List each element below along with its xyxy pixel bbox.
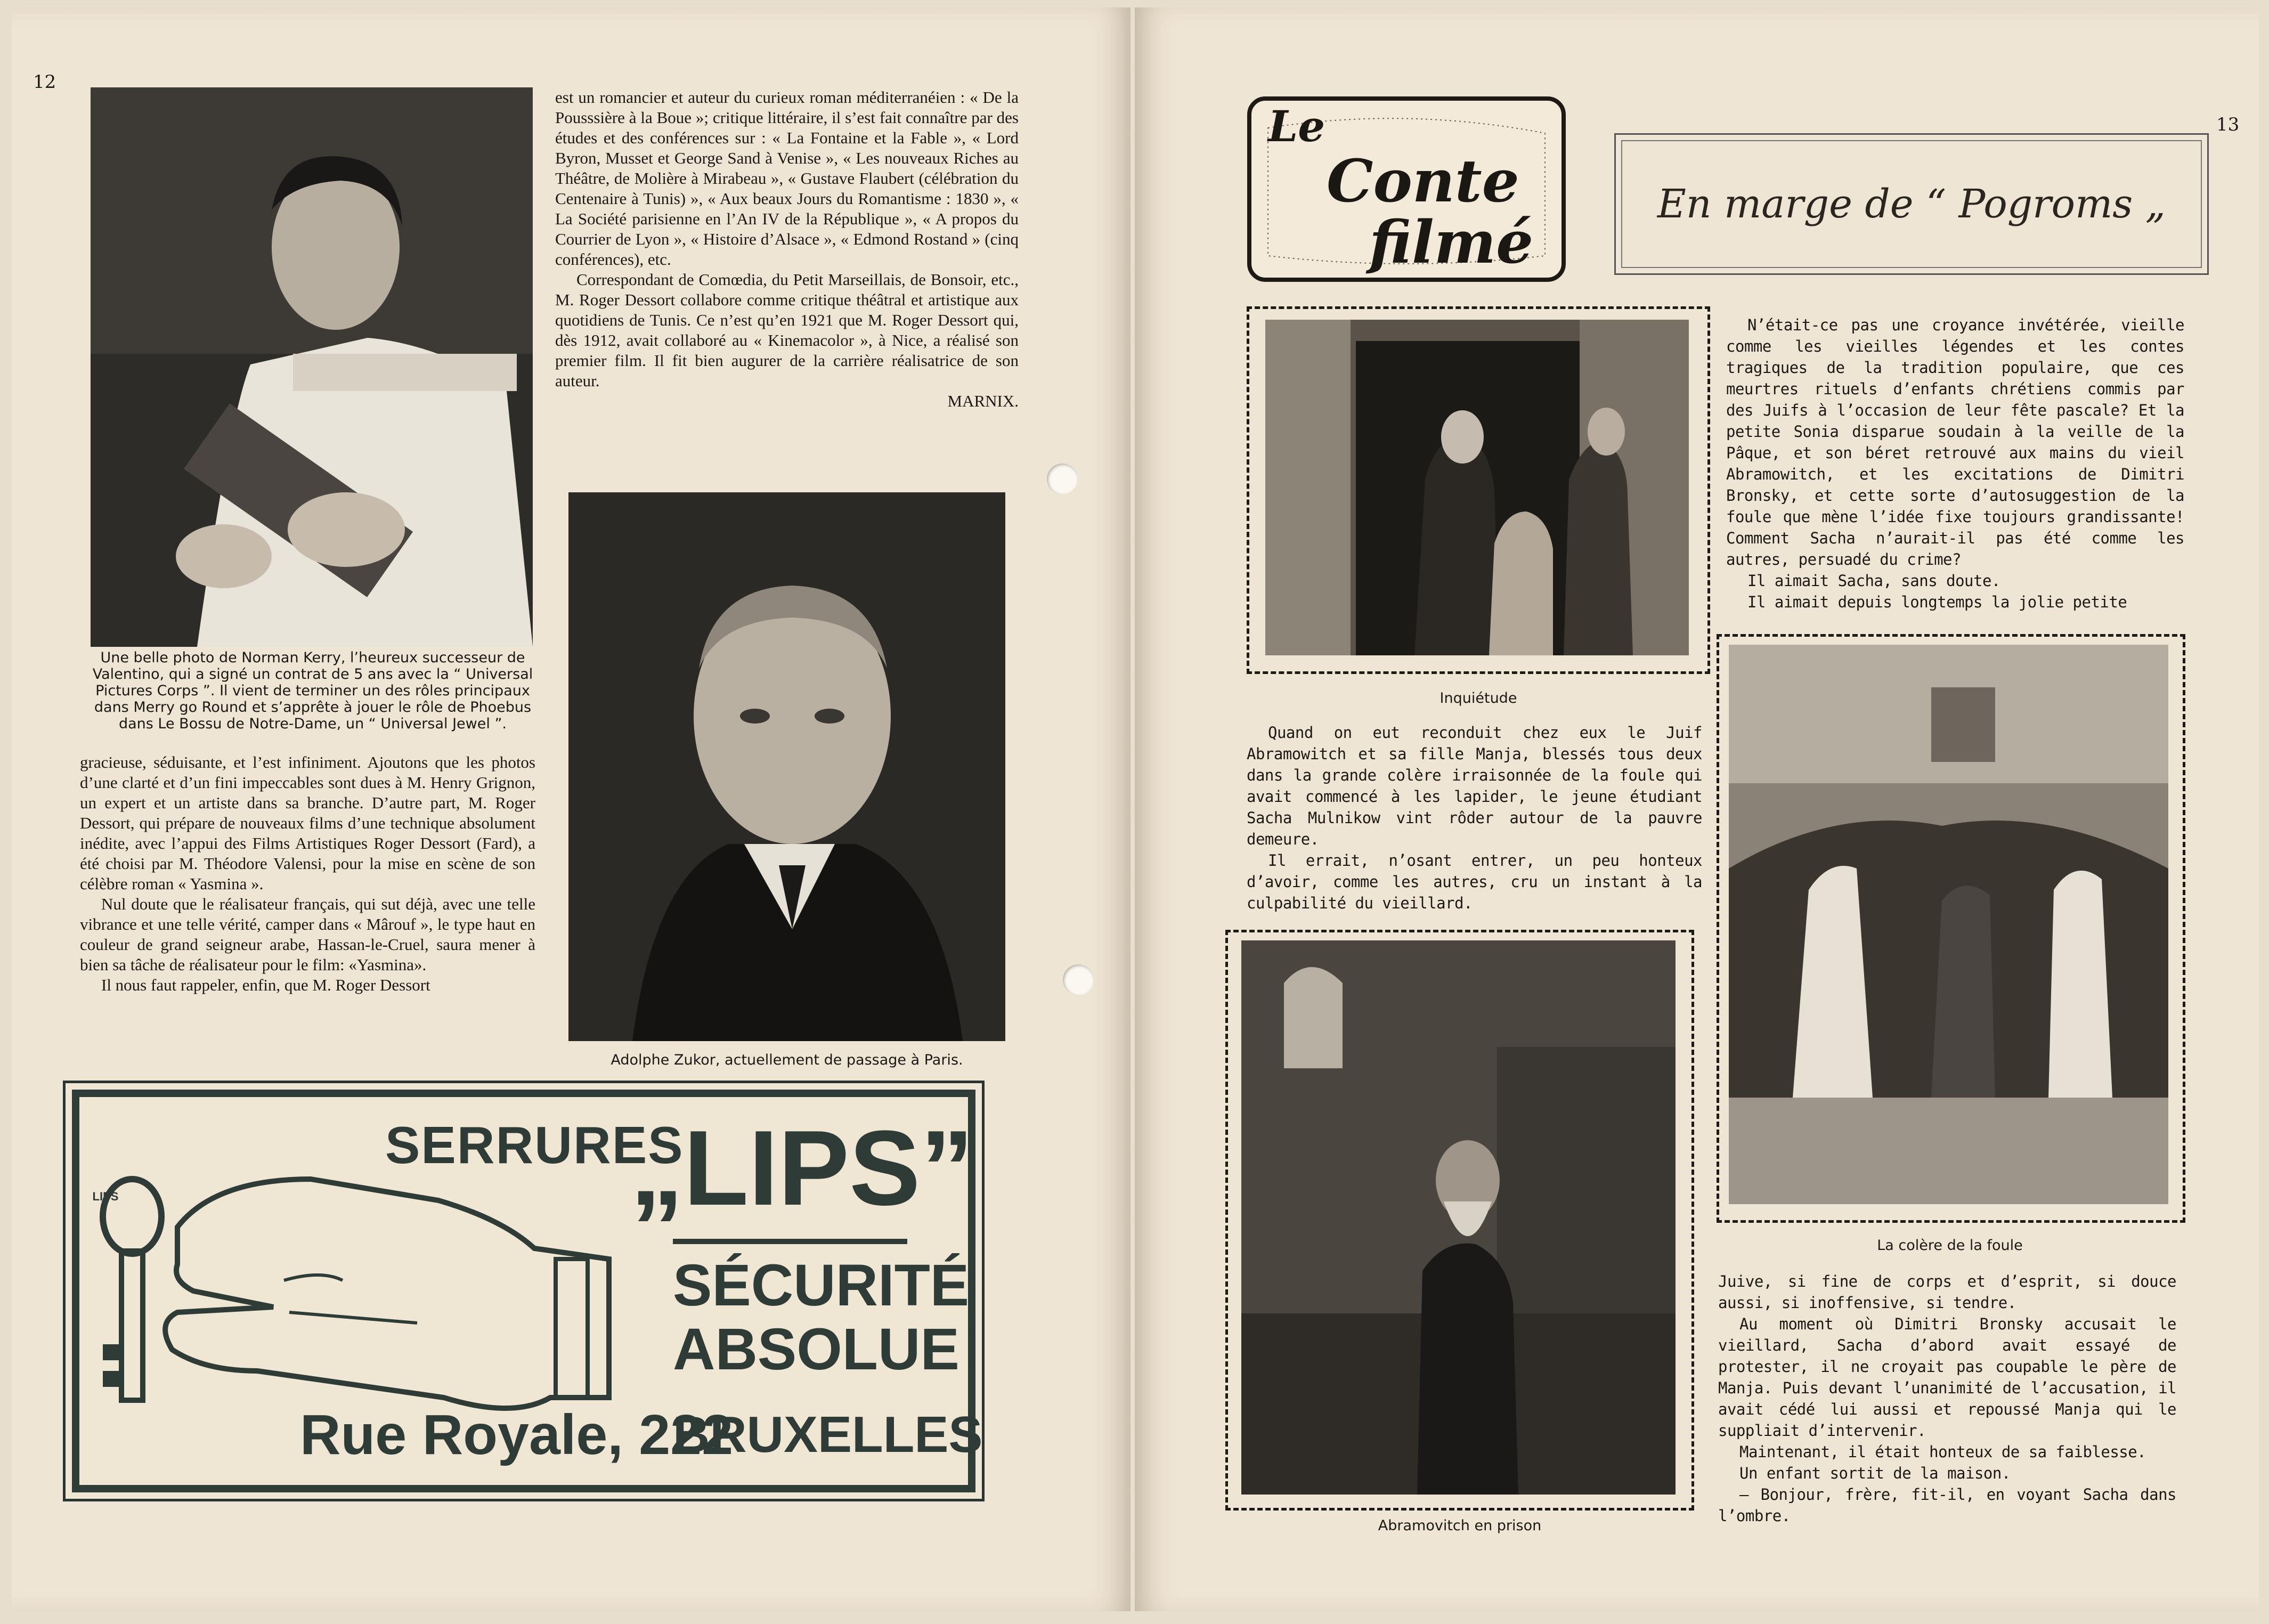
abramovitch-prison-photo [1241, 940, 1676, 1495]
article-column-right-bottom [1718, 1271, 2176, 1526]
article-title: En marge de “ Pogroms „ [1621, 140, 2202, 268]
paragraph: Correspondant de Comœdia, du Petit Marseillais, de Bonsoir, etc., M. Roger Dessort collabore comme critique théâtral et artistique aux quotidiens de Tunis. Ce n’est qu’en 1921 que M. Roger Dessort qui, dès 1912, avait collaboré au « Kinemacolor », à Nice, a réalisé son premier film. Il fit bien augurer de la carrière réalisatrice de son auteur. [555, 270, 1019, 390]
prison-caption: Abramovitch en prison [1378, 1517, 1542, 1534]
paragraph: Au moment où Dimitri Bronsky accusait le vieillard, Sacha d’abord avait essayé de protester, il ne croyait pas coupable le père de Manja. Puis devant l’unanimité de l’accusation, il avait cédé lui aussi et repoussé Manja qui le suppliait d’intervenir. [1718, 1315, 2176, 1440]
article-column-right-top [1726, 314, 2184, 613]
inquietude-photo [1265, 320, 1689, 655]
signature: MARNIX. [947, 392, 1019, 410]
page-number: 12 [33, 71, 56, 93]
logo-word-le: Le [1268, 101, 1325, 151]
inquietude-caption: Inquiétude [1440, 690, 1517, 707]
paragraph: Quand on eut reconduit chez eux le Juif Abramowitch et sa fille Manja, blessés tous deux dans la grande colère irraisonnée de la foule qui avait commencé à les lapider, le jeune étudiant Sacha Mulnikow vint rôder autour de la pauvre demeure. [1247, 724, 1702, 848]
paragraph: Il nous faut rappeler, enfin, que M. Roger Dessort [101, 976, 430, 994]
lips-advertisement [63, 1081, 985, 1501]
ad-address: Rue Royale, 222 [300, 1403, 734, 1466]
article-column-left-mid [1247, 722, 1702, 914]
logo-word-conte: Conte [1327, 147, 1519, 215]
adolphe-zukor-photo [568, 492, 1005, 1041]
paragraph: gracieuse, séduisante, et l’est infiniment. Ajoutons que les photos d’une clarté et d’un fini impeccables sont dues à M. Henry Grignon, un expert et un artiste dans sa branche. D’autre part, M. Roger Dessort, qui prépare de nouveaux films d’une technique absolument inédite, avec l’appui des Films Artistiques Roger Dessort (Fard), a été choisi par M. Théodore Valensi, pour la mise en scène de son célèbre roman « Yasmina ». [80, 753, 535, 893]
paragraph: N’était-ce pas une croyance invétérée, vieille comme les vieilles légendes et les contes tragiques de la tradition populaire, que ces meurtres rituels d’enfants chrétiens commis par des Juifs à l’occasion de leur fête pascale? Et la petite Sonia disparue soudain à la veille de la Pâque, et son béret retrouvé aux mains du vieil Abramowitch, et les excitations de Dimitri Bronsky, et cette sorte d’autosuggestion de la foule que mène l’idée fixe toujours grandissante! Comment Sacha n’aurait-il pas été comme les autres, persuadé du crime? [1726, 316, 2184, 569]
ad-serrures: SERRURES [385, 1116, 684, 1174]
ad-divider [673, 1239, 907, 1244]
zukor-caption: Adolphe Zukor, actuellement de passage à Paris. [611, 1052, 963, 1068]
page-number: 13 [2216, 114, 2240, 135]
article-column-2 [555, 87, 1019, 411]
punch-hole [1047, 464, 1078, 494]
article-column-1 [80, 752, 535, 995]
paragraph: Un enfant sortit de la maison. [1739, 1464, 2011, 1482]
ad-securite: SÉCURITÉ [673, 1253, 970, 1318]
ad-lips: „LIPS” [630, 1109, 974, 1228]
ad-absolue: ABSOLUE [673, 1317, 959, 1382]
le-conte-filme-logo [1247, 96, 1566, 282]
article-header-box [1614, 133, 2209, 275]
paragraph: — Bonjour, frère, fit-il, en voyant Sacha dans l’ombre. [1718, 1485, 2176, 1525]
norman-kerry-photo [91, 87, 533, 647]
punch-hole [1063, 964, 1094, 995]
norman-kerry-caption: Une belle photo de Norman Kerry, l’heureux successeur de Valentino, qui a signé un contrat de 5 ans avec la “ Universal Pictures Corps ”. Il vient de terminer un des rôles principaux dans Merry go Round et s’apprête à jouer le rôle de Phoebus dans Le Bossu de Notre-Dame, un “ Universal Jewel ”. [92, 649, 533, 733]
logo-word-filme: filmé [1369, 208, 1534, 277]
paragraph: Il aimait depuis longtemps la jolie petite [1747, 593, 2127, 611]
paragraph: Juive, si fine de corps et d’esprit, si douce aussi, si inoffensive, si tendre. [1718, 1272, 2176, 1312]
paragraph: Maintenant, il était honteux de sa faiblesse. [1739, 1443, 2146, 1461]
colere-de-la-foule-photo [1729, 645, 2168, 1204]
paragraph: est un romancier et auteur du curieux roman méditerranéien : « De la Pousssière à la Boue »; critique littéraire, il s’est fait connaître par des études et des conférences sur : « La Fontaine et la Fable », « Lord Byron, Musset et George Sand à Venise », « Les nouveaux Riches au Théâtre, de Molière à Mirabeau », « Gustave Flaubert (célébration du Centenaire à Tunis) », « Aux beaux Jours du Romantisme : 1830 », « La Société parisienne en l’An IV de la République », « A propos du Courrier de Lyon », « Histoire d’Alsace », « Edmond Rostand » (cinq conférences), etc. [555, 88, 1019, 269]
paragraph: Il errait, n’osant entrer, un peu honteux d’avoir, comme les autres, cru un instant à la culpabilité du vieillard. [1247, 851, 1702, 912]
ad-city: BRUXELLES [673, 1406, 983, 1463]
key-label: LIPS [92, 1190, 119, 1203]
colere-caption: La colère de la foule [1877, 1237, 2023, 1254]
paragraph: Il aimait Sacha, sans doute. [1747, 572, 2000, 590]
paragraph: Nul doute que le réalisateur français, qui sut déjà, avec une telle vibrance et une telle vérité, camper dans « Mârouf », le type haut en couleur de grand seigneur arabe, Hassan-le-Cruel, saura mener à bien sa tâche de réalisateur pour le film: «Yasmina». [80, 895, 535, 974]
